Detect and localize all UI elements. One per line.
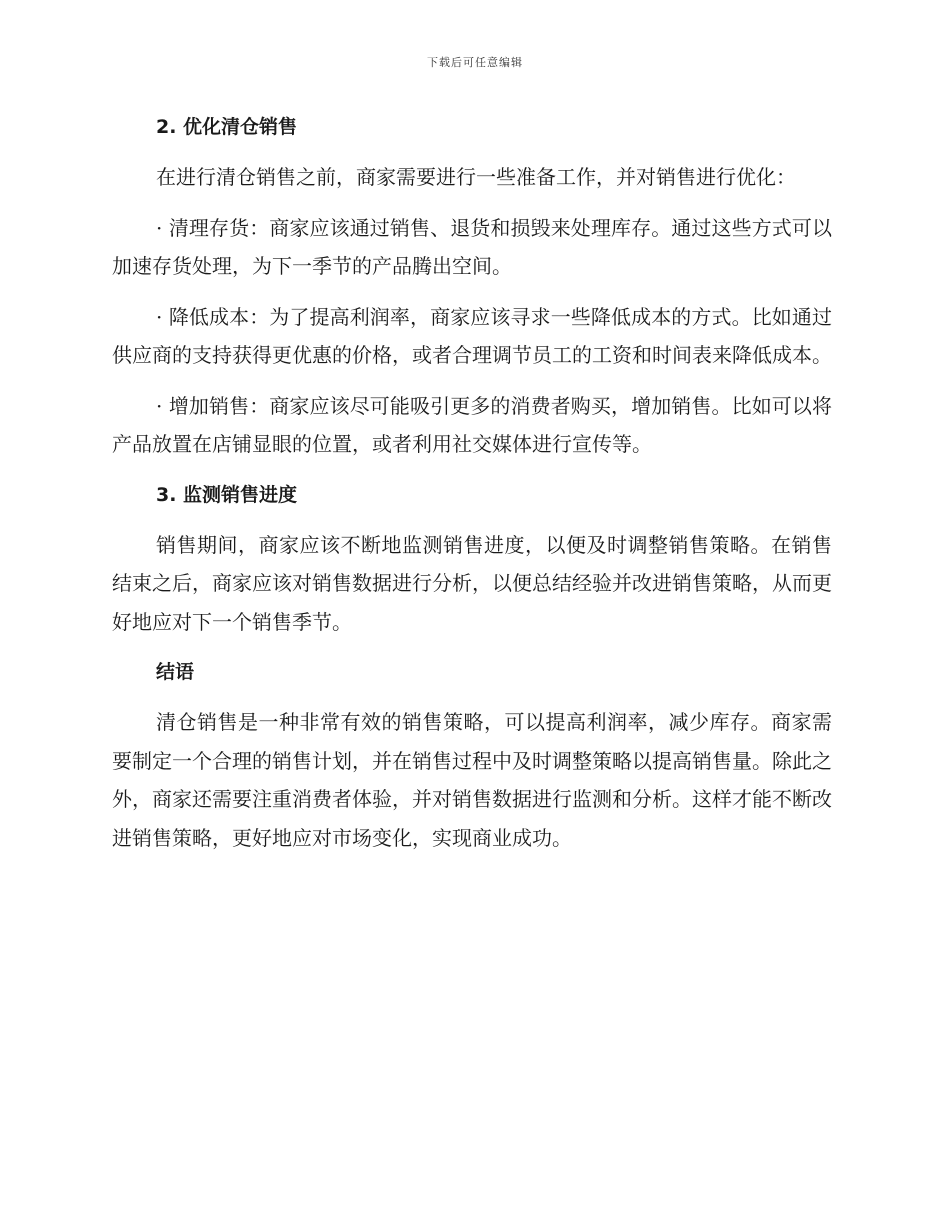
paragraph-reduce-cost: · 降低成本：为了提高利润率，商家应该寻求一些降低成本的方式。比如通过供应商的支持获得更优惠的价格，或者合理调节员工的工资和时间表来降低成本。: [112, 304, 832, 367]
section-heading-monitor: 3. 监测销售进度: [156, 483, 298, 506]
section-heading-conclusion: 结语: [156, 661, 195, 683]
paragraph-increase-sales: · 增加销售：商家应该尽可能吸引更多的消费者购买，增加销售。比如可以将产品放置在店铺显眼的位置，或者利用社交媒体进行宣传等。: [112, 393, 832, 456]
page-header: 下载后可任意编辑: [427, 56, 523, 69]
paragraph-conclusion: 清仓销售是一种非常有效的销售策略，可以提高利润率，减少库存。商家需要制定一个合理的销售计划，并在销售过程中及时调整策略以提高销售量。除此之外，商家还需要注重消费者体验，并对销售数据进行监测和分析。这样才能不断改进销售策略，更好地应对市场变化，实现商业成功。: [112, 710, 832, 850]
paragraph-clear-inventory: · 清理存货：商家应该通过销售、退货和损毁来处理库存。通过这些方式可以加速存货处理，为下一季节的产品腾出空间。: [112, 215, 832, 278]
paragraph-optimize-intro: 在进行清仓销售之前，商家需要进行一些准备工作，并对销售进行优化：: [156, 165, 796, 189]
document-body: [112, 108, 832, 869]
paragraph-monitor-progress: 销售期间，商家应该不断地监测销售进度，以便及时调整销售策略。在销售结束之后，商家应该对销售数据进行分析，以便总结经验并改进销售策略，从而更好地应对下一个销售季节。: [112, 532, 832, 634]
section-heading-optimize: 2. 优化清仓销售: [156, 116, 298, 138]
